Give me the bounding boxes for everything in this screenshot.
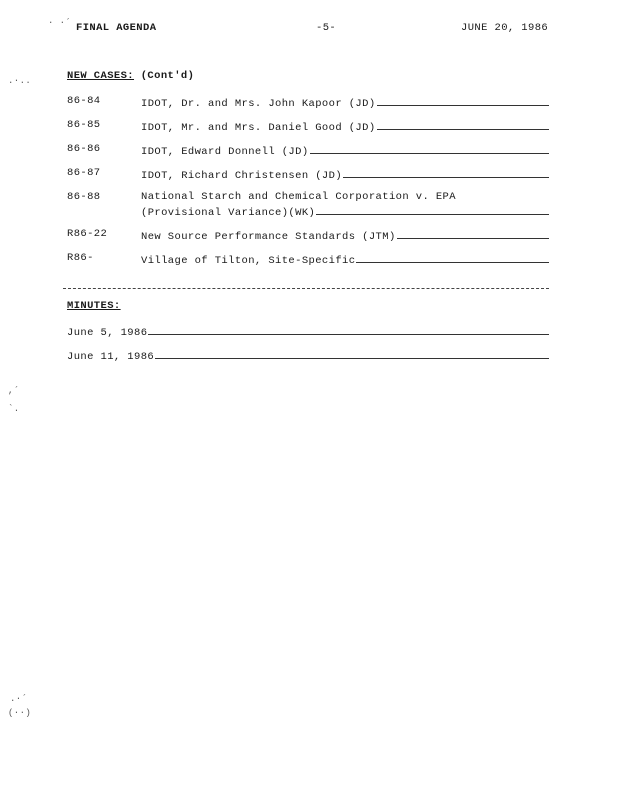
agenda-date: JUNE 20, 1986 <box>461 22 549 34</box>
scan-speck: .·´ <box>10 694 28 704</box>
leader-line <box>397 228 549 239</box>
leader-line <box>343 167 549 178</box>
case-description-text: IDOT, Dr. and Mrs. John Kapoor (JD) <box>141 98 376 110</box>
case-description-text: IDOT, Edward Donnell (JD) <box>141 146 309 158</box>
leader-line <box>356 252 549 263</box>
case-description <box>141 252 549 267</box>
scan-speck: .·.. <box>8 76 32 86</box>
scan-speck: (··) <box>8 708 32 718</box>
case-description-text: IDOT, Mr. and Mrs. Daniel Good (JD) <box>141 122 376 134</box>
new-cases-heading-suffix: (Cont'd) <box>140 70 195 82</box>
case-row <box>67 119 549 133</box>
scan-speck: ,´ <box>8 386 20 396</box>
case-description <box>141 95 549 110</box>
case-number: 86-86 <box>67 143 101 155</box>
case-description <box>141 167 549 182</box>
section-divider <box>63 288 549 289</box>
new-cases-heading <box>67 70 194 82</box>
page-header <box>0 22 618 36</box>
case-row <box>67 143 549 157</box>
case-number: 86-85 <box>67 119 101 131</box>
case-description <box>141 119 549 134</box>
minutes-date: June 5, 1986 <box>67 327 148 339</box>
case-number: R86-22 <box>67 228 108 240</box>
minutes-heading-label: MINUTES: <box>67 300 121 312</box>
leader-line <box>316 204 549 215</box>
minutes-item <box>67 348 549 363</box>
case-number: 86-84 <box>67 95 101 107</box>
leader-line <box>377 95 549 106</box>
case-row <box>67 252 549 266</box>
leader-line <box>148 324 549 335</box>
minutes-heading <box>67 300 121 312</box>
case-row <box>67 228 549 242</box>
leader-line <box>377 119 549 130</box>
page-number: -5- <box>316 22 337 34</box>
case-description-text: IDOT, Richard Christensen (JD) <box>141 170 343 182</box>
case-description <box>141 191 549 219</box>
minutes-item <box>67 324 549 339</box>
case-row <box>67 95 549 109</box>
case-number: R86- <box>67 252 94 264</box>
case-row <box>67 191 549 219</box>
case-description-text: Village of Tilton, Site-Specific <box>141 255 356 267</box>
case-description-text: New Source Performance Standards (JTM) <box>141 231 396 243</box>
case-description-line2-wrap <box>141 204 549 219</box>
case-row <box>67 167 549 181</box>
new-cases-heading-label: NEW CASES: <box>67 70 135 82</box>
case-number: 86-87 <box>67 167 101 179</box>
leader-line <box>155 348 549 359</box>
case-description <box>141 143 549 158</box>
case-description <box>141 228 549 243</box>
case-description-line2: (Provisional Variance)(WK) <box>141 207 316 219</box>
leader-line <box>310 143 549 154</box>
scan-speck: · ·´ <box>48 18 72 28</box>
scan-speck: `. <box>8 404 20 414</box>
case-number: 86-88 <box>67 191 101 203</box>
minutes-date: June 11, 1986 <box>67 351 155 363</box>
case-description-line1: National Starch and Chemical Corporation v. EPA <box>141 191 456 203</box>
agenda-title: FINAL AGENDA <box>76 22 157 34</box>
